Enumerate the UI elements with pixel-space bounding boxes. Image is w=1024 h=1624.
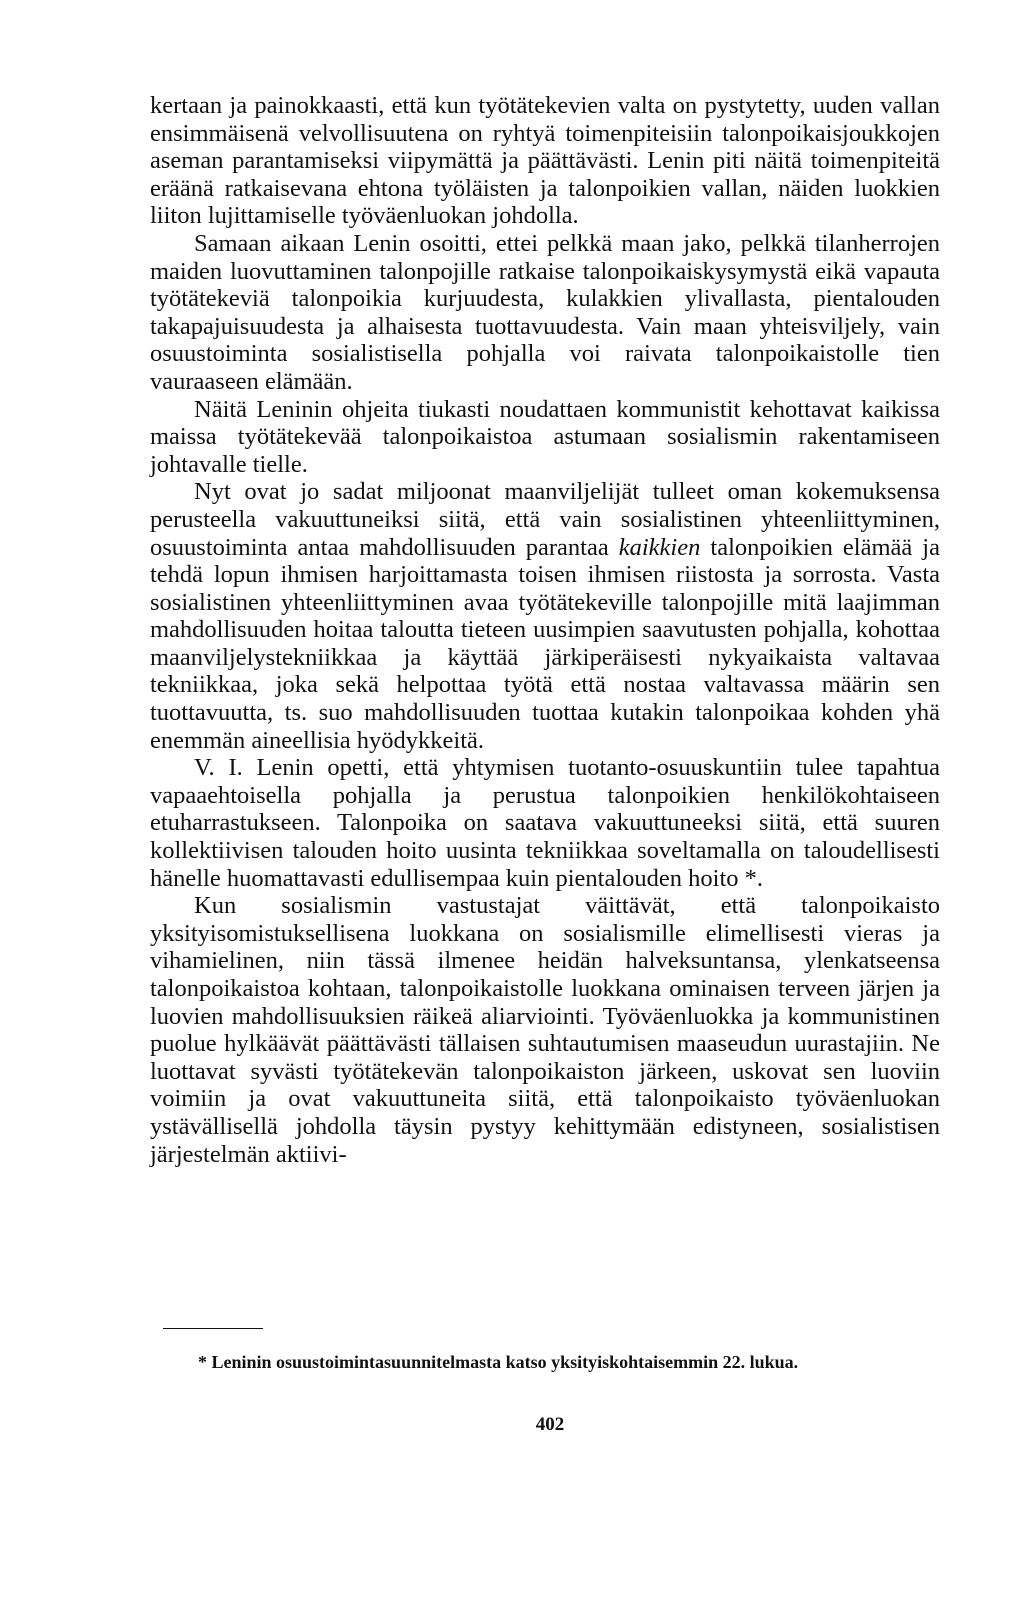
footnote: * Leninin osuustoimintasuunnitelmasta katso yksityiskohtaisemmin 22. lukua. <box>198 1352 799 1372</box>
footnote-divider <box>163 1328 263 1329</box>
paragraph-4-text-end: talonpoikien elämää ja tehdä lopun ihmisen harjoittamasta toisen ihmisen riistosta ja sorrosta. Vasta sosialistinen yhteenliittyminen avaa työtätekeville talonpojille mitä laajimman mahdollisuuden hoitaa taloutta tieteen uusimpien saavutusten pohjalla, kohottaa maanviljelystekniikkaa ja käyttää järkiperäisesti nykyaikaista valtavaa tekniikkaa, joka sekä helpottaa työtä että nostaa valtavassa määrin sen tuottavuutta, ts. suo mahdollisuuden tuottaa kutakin talonpoikaa kohden yhä enemmän aineellisia hyödykkeitä. <box>150 533 940 754</box>
paragraph-4-text-start: Nyt ovat jo sadat miljoonat maanviljelijät tulleet oman kokemuksensa perusteella vakuuttuneiksi siitä, että vain sosialistinen yhteenliittyminen, osuustoiminta antaa mahdollisuuden parantaa <box>150 478 940 561</box>
paragraph-2: Samaan aikaan Lenin osoitti, ettei pelkkä maan jako, pelkkä tilanherrojen maiden luovuttaminen talonpojille ratkaise talonpoikaiskysymystä eikä vapauta työtätekeviä talonpoikia kurjuudesta, kulakkien ylivallasta, pientalouden takapajuisuudesta ja alhaisesta tuottavuudesta. Vain maan yhteisviljely, vain osuustoiminta sosialistisella pohjalla voi raivata talonpoikaistolle tien vauraaseen elämään. <box>150 229 940 395</box>
paragraph-5: V. I. Lenin opetti, että yhtymisen tuotanto-osuuskuntiin tulee tapahtua vapaaehtoisella pohjalla ja perustua talonpoikien henkilökohtaiseen etuharrastukseen. Talonpoika on saatava vakuuttuneeksi siitä, että suuren kollektiivisen talouden hoito uusinta tekniikkaa soveltamalla on taloudellisesti hänelle huomattavasti edullisempaa kuin pientalouden hoito *. <box>150 754 940 892</box>
page-number: 402 <box>535 1414 565 1435</box>
paragraph-1: kertaan ja painokkaasti, että kun työtätekevien valta on pystytetty, uuden vallan ensimmäisenä velvollisuutena on ryhtyä toimenpiteisiin talonpoikaisjoukkojen aseman parantamiseksi viipymättä ja päättävästi. Lenin piti näitä toimenpiteitä eräänä ratkaisevana ehtona työläisten ja talonpoikien vallan, näiden luokkien liiton lujittamiselle työväenluokan johdolla. <box>150 92 940 230</box>
paragraph-6: Kun sosialismin vastustajat väittävät, että talonpoikaisto yksityisomistuksellisena luokkana on sosialismille elimellisesti vieras ja vihamielinen, niin tässä ilmenee heidän halveksuntansa, ylenkatseensa talonpoikaistoa kohtaan, talonpoikaistolle luokkana ominaisen terveen järjen ja luovien mahdollisuuksien räikeä aliarviointi. Työväenluokka ja kommunistinen puolue hylkäävät päättävästi tällaisen suhtautumisen maaseudun uurastajiin. Ne luottavat syvästi työtätekevän talonpoikaiston järkeen, uskovat sen luoviin voimiin ja ovat vakuuttuneita siitä, että talonpoikaisto työväenluokan ystävällisellä johdolla täysin pystyy kehittymään edistyneen, sosialistisen järjestelmän aktiivi- <box>150 892 940 1168</box>
page-body <box>150 92 940 1168</box>
paragraph-3: Näitä Leninin ohjeita tiukasti noudattaen kommunistit kehottavat kaikissa maissa työtätekevää talonpoikaistoa astumaan sosialismin rakentamiseen johtavalle tielle. <box>150 395 940 478</box>
paragraph-4 <box>150 478 940 754</box>
paragraph-4-emphasis: kaikkien <box>618 533 701 561</box>
